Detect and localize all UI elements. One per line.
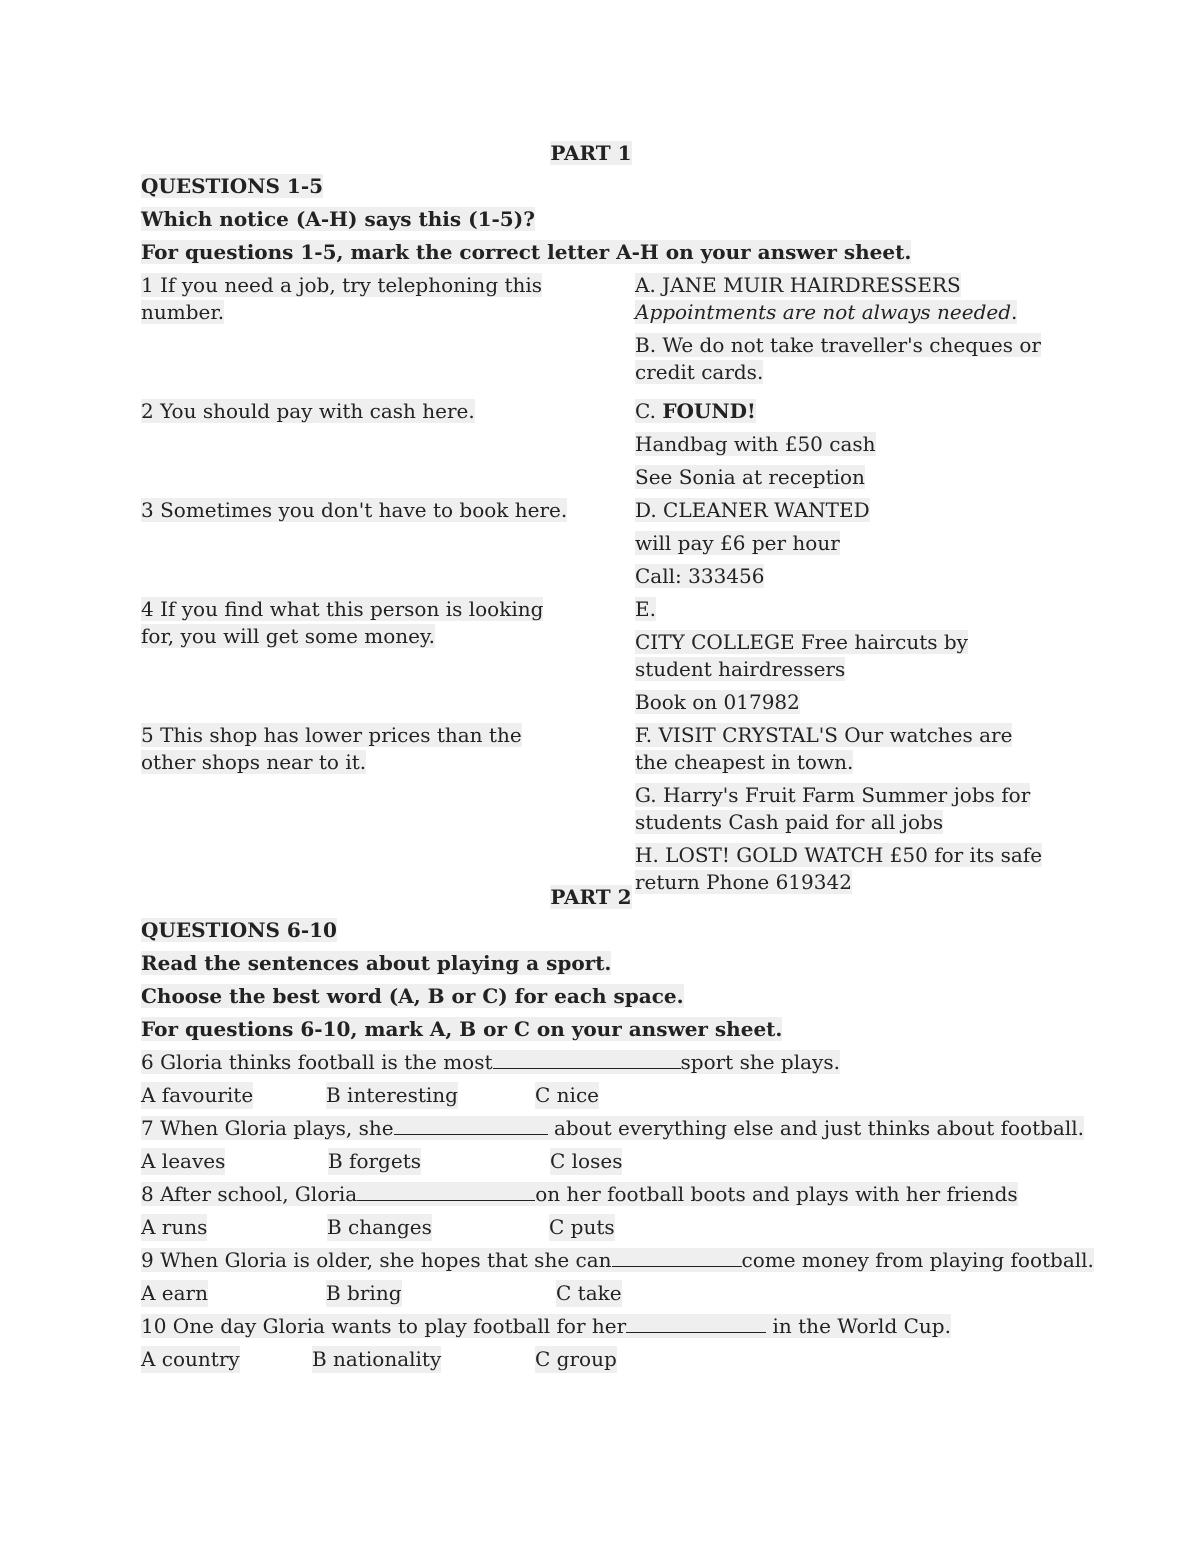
option-7c: C loses <box>550 1149 623 1173</box>
option-9c: C take <box>556 1281 622 1305</box>
answer-blank-9[interactable] <box>612 1248 742 1267</box>
question-6: 6 Gloria thinks football is the most sport she plays. <box>141 1050 840 1074</box>
option-6c: C nice <box>535 1083 599 1107</box>
question-4: 4 If you find what this person is looking for, you will get some money. <box>141 597 544 648</box>
option-6b: B interesting <box>326 1083 458 1107</box>
option-8a: A runs <box>141 1215 208 1239</box>
question-1: 1 If you need a job, try telephoning this number. <box>141 273 543 324</box>
part1-instruction-2: For questions 1-5, mark the correct letter A-H on your answer sheet. <box>141 240 912 264</box>
part1-title: PART 1 <box>550 141 632 165</box>
part2-instruction-1: Read the sentences about playing a sport. <box>141 951 612 975</box>
part2-title: PART 2 <box>550 885 632 909</box>
options-10 <box>141 1346 1041 1373</box>
options-8 <box>141 1214 1041 1241</box>
notice-c-line2: Handbag with £50 cash <box>635 432 876 456</box>
part1-heading: QUESTIONS 1-5 <box>141 174 324 198</box>
option-7a: A leaves <box>141 1149 226 1173</box>
notice-e-letter: E. <box>635 597 656 621</box>
notice-d-title: D. CLEANER WANTED <box>635 498 870 522</box>
notice-d-line2: will pay £6 per hour <box>635 531 840 555</box>
options-6 <box>141 1082 1041 1109</box>
option-10a: A country <box>141 1347 240 1371</box>
options-7 <box>141 1148 1041 1175</box>
option-9b: B bring <box>326 1281 402 1305</box>
part2-heading: QUESTIONS 6-10 <box>141 918 337 942</box>
question-3: 3 Sometimes you don't have to book here. <box>141 498 568 522</box>
part2-instruction-2: Choose the best word (A, B or C) for each space. <box>141 984 684 1008</box>
notice-h: H. LOST! GOLD WATCH £50 for its safe return Phone 619342 <box>635 843 1043 894</box>
question-5: 5 This shop has lower prices than the other shops near to it. <box>141 723 522 774</box>
option-7b: B forgets <box>328 1149 421 1173</box>
notice-f: F. VISIT CRYSTAL'S Our watches are the cheapest in town. <box>635 723 1013 774</box>
notice-c-line3: See Sonia at reception <box>635 465 865 489</box>
notice-e-line3: Book on 017982 <box>635 690 800 714</box>
option-8c: C puts <box>549 1215 615 1239</box>
part1-instruction-1: Which notice (A-H) says this (1-5)? <box>141 207 535 231</box>
question-2: 2 You should pay with cash here. <box>141 399 475 423</box>
option-6a: A favourite <box>141 1083 254 1107</box>
part2-instruction-3: For questions 6-10, mark A, B or C on your answer sheet. <box>141 1017 783 1041</box>
options-9 <box>141 1280 1041 1307</box>
answer-blank-8[interactable] <box>357 1182 535 1201</box>
notice-e-line2: CITY COLLEGE Free haircuts by student hairdressers <box>635 630 968 681</box>
question-8: 8 After school, Gloria on her football boots and plays with her friends <box>141 1182 1018 1206</box>
part1-matching-table <box>141 272 1043 894</box>
question-10: 10 One day Gloria wants to play football for her in the World Cup. <box>141 1314 951 1338</box>
question-9: 9 When Gloria is older, she hopes that she can come money from playing football. <box>141 1248 1094 1272</box>
worksheet <box>141 140 1094 1379</box>
option-10b: B nationality <box>312 1347 442 1371</box>
answer-blank-6[interactable] <box>493 1050 681 1069</box>
option-8b: B changes <box>327 1215 432 1239</box>
notice-g: G. Harry's Fruit Farm Summer jobs for students Cash paid for all jobs <box>635 783 1031 834</box>
option-9a: A earn <box>141 1281 209 1305</box>
option-10c: C group <box>535 1347 617 1371</box>
question-7: 7 When Gloria plays, she about everything else and just thinks about football. <box>141 1116 1084 1140</box>
notice-a: A. JANE MUIR HAIRDRESSERS Appointments are not always needed. <box>635 273 1018 324</box>
answer-blank-7[interactable] <box>394 1116 548 1135</box>
notice-b: B. We do not take traveller's cheques or credit cards. <box>635 333 1041 384</box>
notice-c-title: C. FOUND! <box>635 399 756 423</box>
notice-d-line3: Call: 333456 <box>635 564 765 588</box>
answer-blank-10[interactable] <box>626 1314 766 1333</box>
